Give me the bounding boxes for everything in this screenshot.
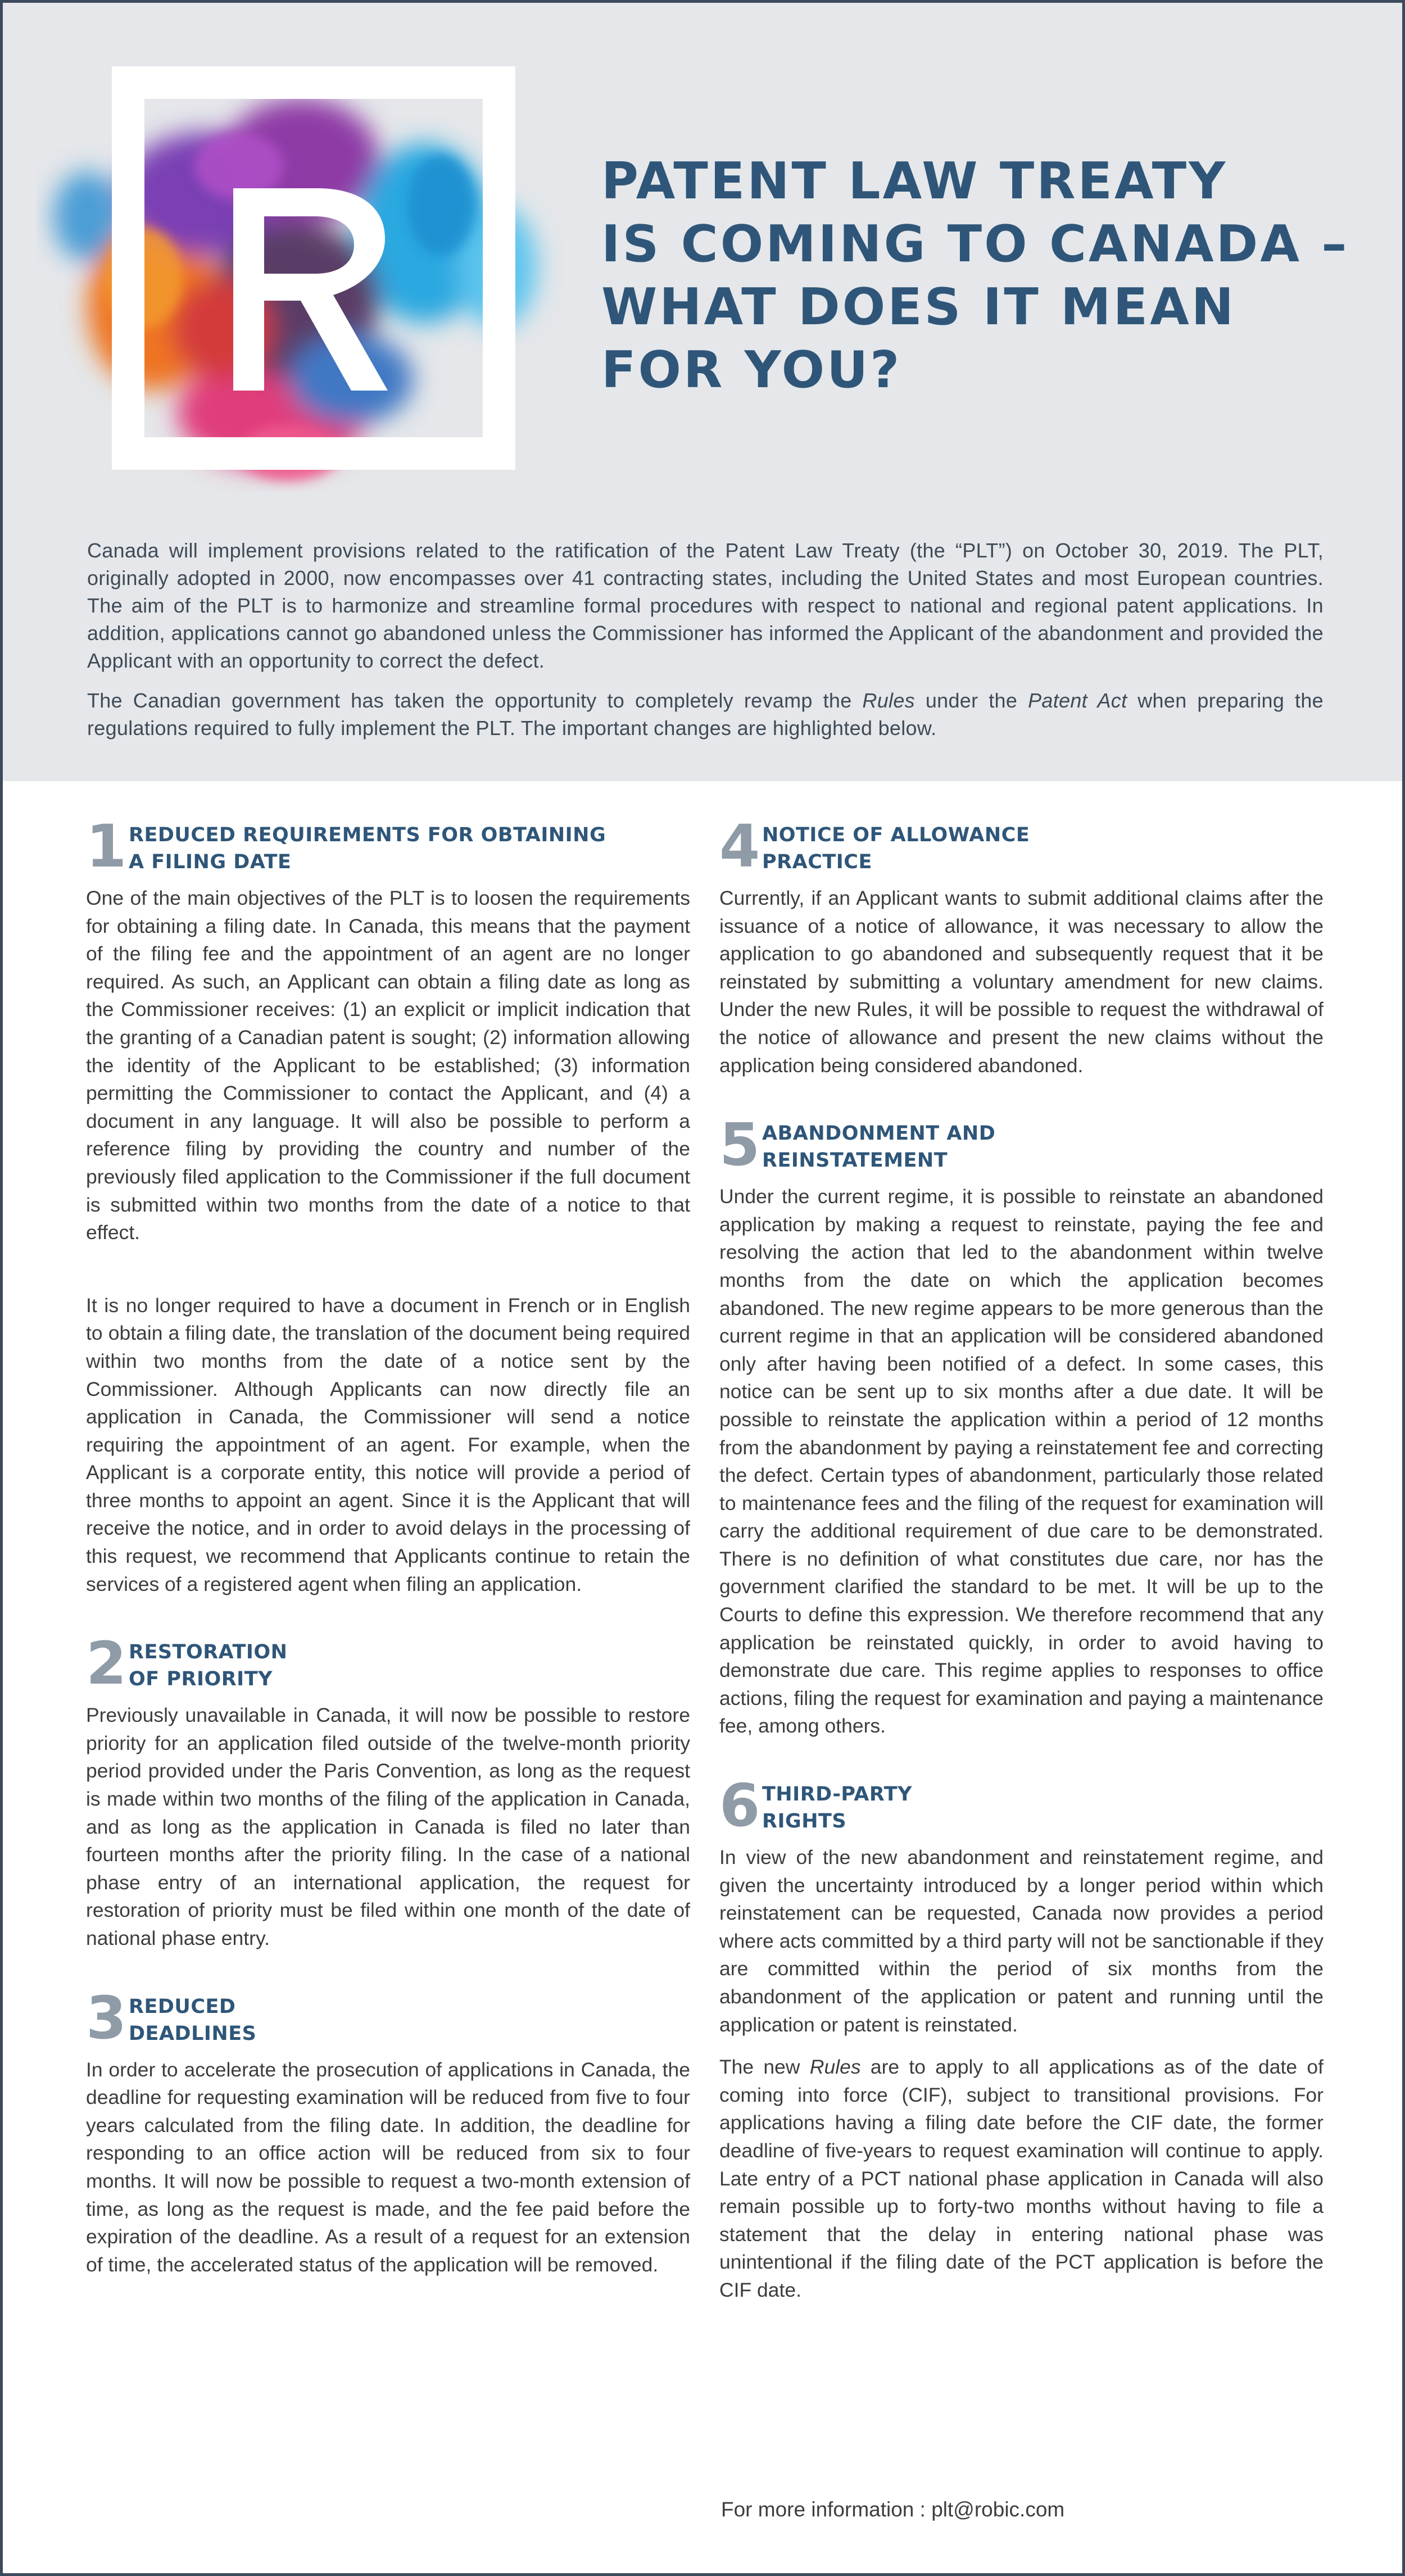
paragraph-text: are to apply to all applications as of the date of coming into force (CIF), subject to transitional provisions. For applications having a filing date before the CIF date, the former deadline of five-years to request examination will continue to apply. Late entry of a PCT national phase application in Canada will also remain possible up to forty-two months without having to file a statement that the delay in entering national phase was unintentional if the filing date of the PCT application is before the CIF date.	[719, 2056, 1324, 2301]
intro-paragraph: Canada will implement provisions related to the ratification of the Patent Law Treaty (the “PLT”) on October 30, 2019. The PLT, originally adopted in 2000, now encompasses over 41 contracting states, including the United States and most European countries. The aim of the PLT is to harmonize and streamline formal procedures with respect to national and regional patent applications. In addition, applications cannot go abandoned unless the Commissioner has informed the Applicant of the abandonment and provided the Applicant with an opportunity to correct the defect.	[87, 539, 1324, 672]
section-third-party-rights	[719, 1771, 1324, 2305]
contact-line: For more information : plt@robic.com	[721, 2498, 1065, 2521]
page-title	[601, 150, 1377, 402]
title-line: IS COMING TO CANADA –	[601, 215, 1349, 274]
title-line: WHAT DOES IT MEAN	[601, 278, 1236, 337]
section-heading	[719, 1110, 1324, 1180]
section-title	[129, 820, 606, 876]
robic-r-logo	[37, 65, 565, 492]
section-paragraph: Under the current regime, it is possible to reinstate an abandoned application by making a request to reinstate, paying the fee and resolving the action that led to the abandonment within twelve months from the date on which the application becomes abandoned. The new regime appears to be more generous than the current regime in that an application will be considered abandoned only after having been notified of a defect. In some cases, this notice can be sent up to six months after a due date. It will be possible to reinstate the application within a period of 12 months from the abandonment by paying a reinstatement fee and correcting the defect. Certain types of abandonment, particularly those related to maintenance fees and the filing of the request for examination will carry the additional requirement of due care to be demonstrated. There is no definition of what constitutes due care, nor has the government clarified the standard to be met. It will be up to the Courts to define this expression. We therefore recommend that any application be reinstated quickly, in order to avoid having to demonstrate due care. This regime applies to responses to office actions, filing the request for examination and paying a maintenance fee, among others.	[719, 1185, 1324, 1738]
right-column	[719, 812, 1324, 2344]
title-line: FOR YOU?	[601, 341, 902, 400]
section-title-line: REDUCED	[129, 1995, 236, 2018]
section-title-line: REDUCED REQUIREMENTS FOR OBTAINING	[129, 824, 606, 846]
section-heading	[719, 812, 1324, 881]
section-number: 3	[86, 1983, 127, 2052]
section-title	[762, 1119, 995, 1174]
section-title-line: A FILING DATE	[129, 851, 292, 873]
section-title-line: PRACTICE	[762, 851, 872, 873]
section-paragraph	[719, 2053, 1324, 2304]
section-title-line: RIGHTS	[762, 1810, 847, 1833]
section-abandonment-reinstatement	[719, 1110, 1324, 1740]
section-title-line: OF PRIORITY	[129, 1668, 273, 1691]
intro-text-italic: Patent Act	[1028, 689, 1127, 712]
section-number: 5	[719, 1110, 760, 1180]
section-title-line: THIRD-PARTY	[762, 1783, 912, 1806]
section-title	[762, 1780, 912, 1835]
section-heading	[86, 1983, 690, 2052]
section-title	[129, 1992, 256, 2047]
intro-text-italic: Rules	[862, 689, 915, 712]
section-paragraph: One of the main objectives of the PLT is to loosen the requirements for obtaining a filing date. In Canada, this means that the payment of the filing fee and the appointment of an agent are no longer required. As such, an Applicant can obtain a filing date as long as the Commissioner receives: (1) an explicit or implicit indication that the granting of a Canadian patent is sought; (2) information allowing the identity of the Applicant to be established; (3) information permitting the Commissioner to contact the Applicant, and (4) a document in any language. It will also be possible to perform a reference filing by providing the country and number of the previously filed application to the Commissioner if the full document is submitted within two months from the date of a notice to that effect.	[86, 887, 690, 1244]
section-title-line: RESTORATION	[129, 1641, 288, 1664]
section-number: 1	[86, 812, 127, 881]
section-paragraph: Previously unavailable in Canada, it will now be possible to restore priority for an application filed outside of the twelve-month priority period provided under the Paris Convention, as long as the request is made within two months of the filing of the application in Canada, and as long as the application in Canada is filed no later than fourteen months after the priority filing. In the case of a national phase entry of an international application, the request for restoration of priority must be filed within one month of the date of national phase entry.	[86, 1704, 690, 1949]
section-number: 2	[86, 1629, 127, 1698]
intro-text: when preparing the regulations required to fully implement the PLT. The important changes are highlighted below.	[87, 689, 1324, 740]
section-paragraph: It is no longer required to have a document in French or in English to obtain a filing date, the translation of the document being required within two months from the date of a notice sent by the Commissioner. Although Applicants can now directly file an application in Canada, the Commissioner will send a notice requiring the appointment of an agent. For example, when the Applicant is a corporate entity, this notice will provide a period of three months to appoint an agent. Since it is the Applicant that will receive the notice, and in order to avoid delays in the processing of this request, we recommend that Applicants continue to retain the services of a registered agent when filing an application.	[86, 1294, 690, 1595]
left-column	[86, 812, 690, 2318]
intro	[87, 537, 1324, 754]
section-paragraph: Currently, if an Applicant wants to submit additional claims after the issuance of a notice of allowance, it was necessary to allow the application to go abandoned and subsequently request that it be reinstated by submitting a voluntary amendment for new claims. Under the new Rules, it will be possible to request the withdrawal of the notice of allowance and present the new claims without the application being considered abandoned.	[719, 887, 1324, 1077]
section-paragraph: In order to accelerate the prosecution of applications in Canada, the deadline for requesting examination will be reduced from five to four years calculated from the filing date. In addition, the deadline for responding to an office action will be reduced from six to four months. It will now be possible to request a two-month extension of time, as long as the request is made, and the fee paid before the expiration of the deadline. As a result of a request for an extension of time, the accelerated status of the application will be removed.	[86, 2058, 690, 2276]
section-heading	[86, 1629, 690, 1698]
header-panel	[3, 3, 1402, 781]
section-title-line: REINSTATEMENT	[762, 1149, 948, 1172]
section-number: 4	[719, 812, 760, 881]
section-title-line: DEADLINES	[129, 2022, 257, 2045]
intro-text: under the	[914, 689, 1028, 712]
section-heading	[86, 812, 690, 881]
section-heading	[719, 1771, 1324, 1840]
section-title-line: ABANDONMENT AND	[762, 1122, 996, 1145]
section-notice-of-allowance	[719, 812, 1324, 1080]
section-title	[129, 1638, 287, 1693]
section-paragraph: In view of the new abandonment and reinstatement regime, and given the uncertainty introduced by a longer period within which reinstatement can be requested, Canada now provides a period where acts committed by a third party will not be sanctionable if they are committed within the period of six months from the abandonment of the application or patent and running until the application or patent is reinstated.	[719, 1846, 1324, 2036]
title-line: PATENT LAW TREATY	[601, 152, 1228, 211]
section-filing-date	[86, 812, 690, 1598]
section-number: 6	[719, 1771, 760, 1840]
paragraph-text-italic: Rules	[809, 2056, 861, 2079]
intro-paragraph	[87, 687, 1324, 742]
section-title-line: NOTICE OF ALLOWANCE	[762, 824, 1030, 846]
section-title	[762, 820, 1030, 876]
paragraph-text: The new	[719, 2056, 810, 2079]
section-reduced-deadlines	[86, 1983, 690, 2279]
section-restoration-priority	[86, 1629, 690, 1952]
intro-text: The Canadian government has taken the opportunity to completely revamp the	[87, 689, 863, 712]
